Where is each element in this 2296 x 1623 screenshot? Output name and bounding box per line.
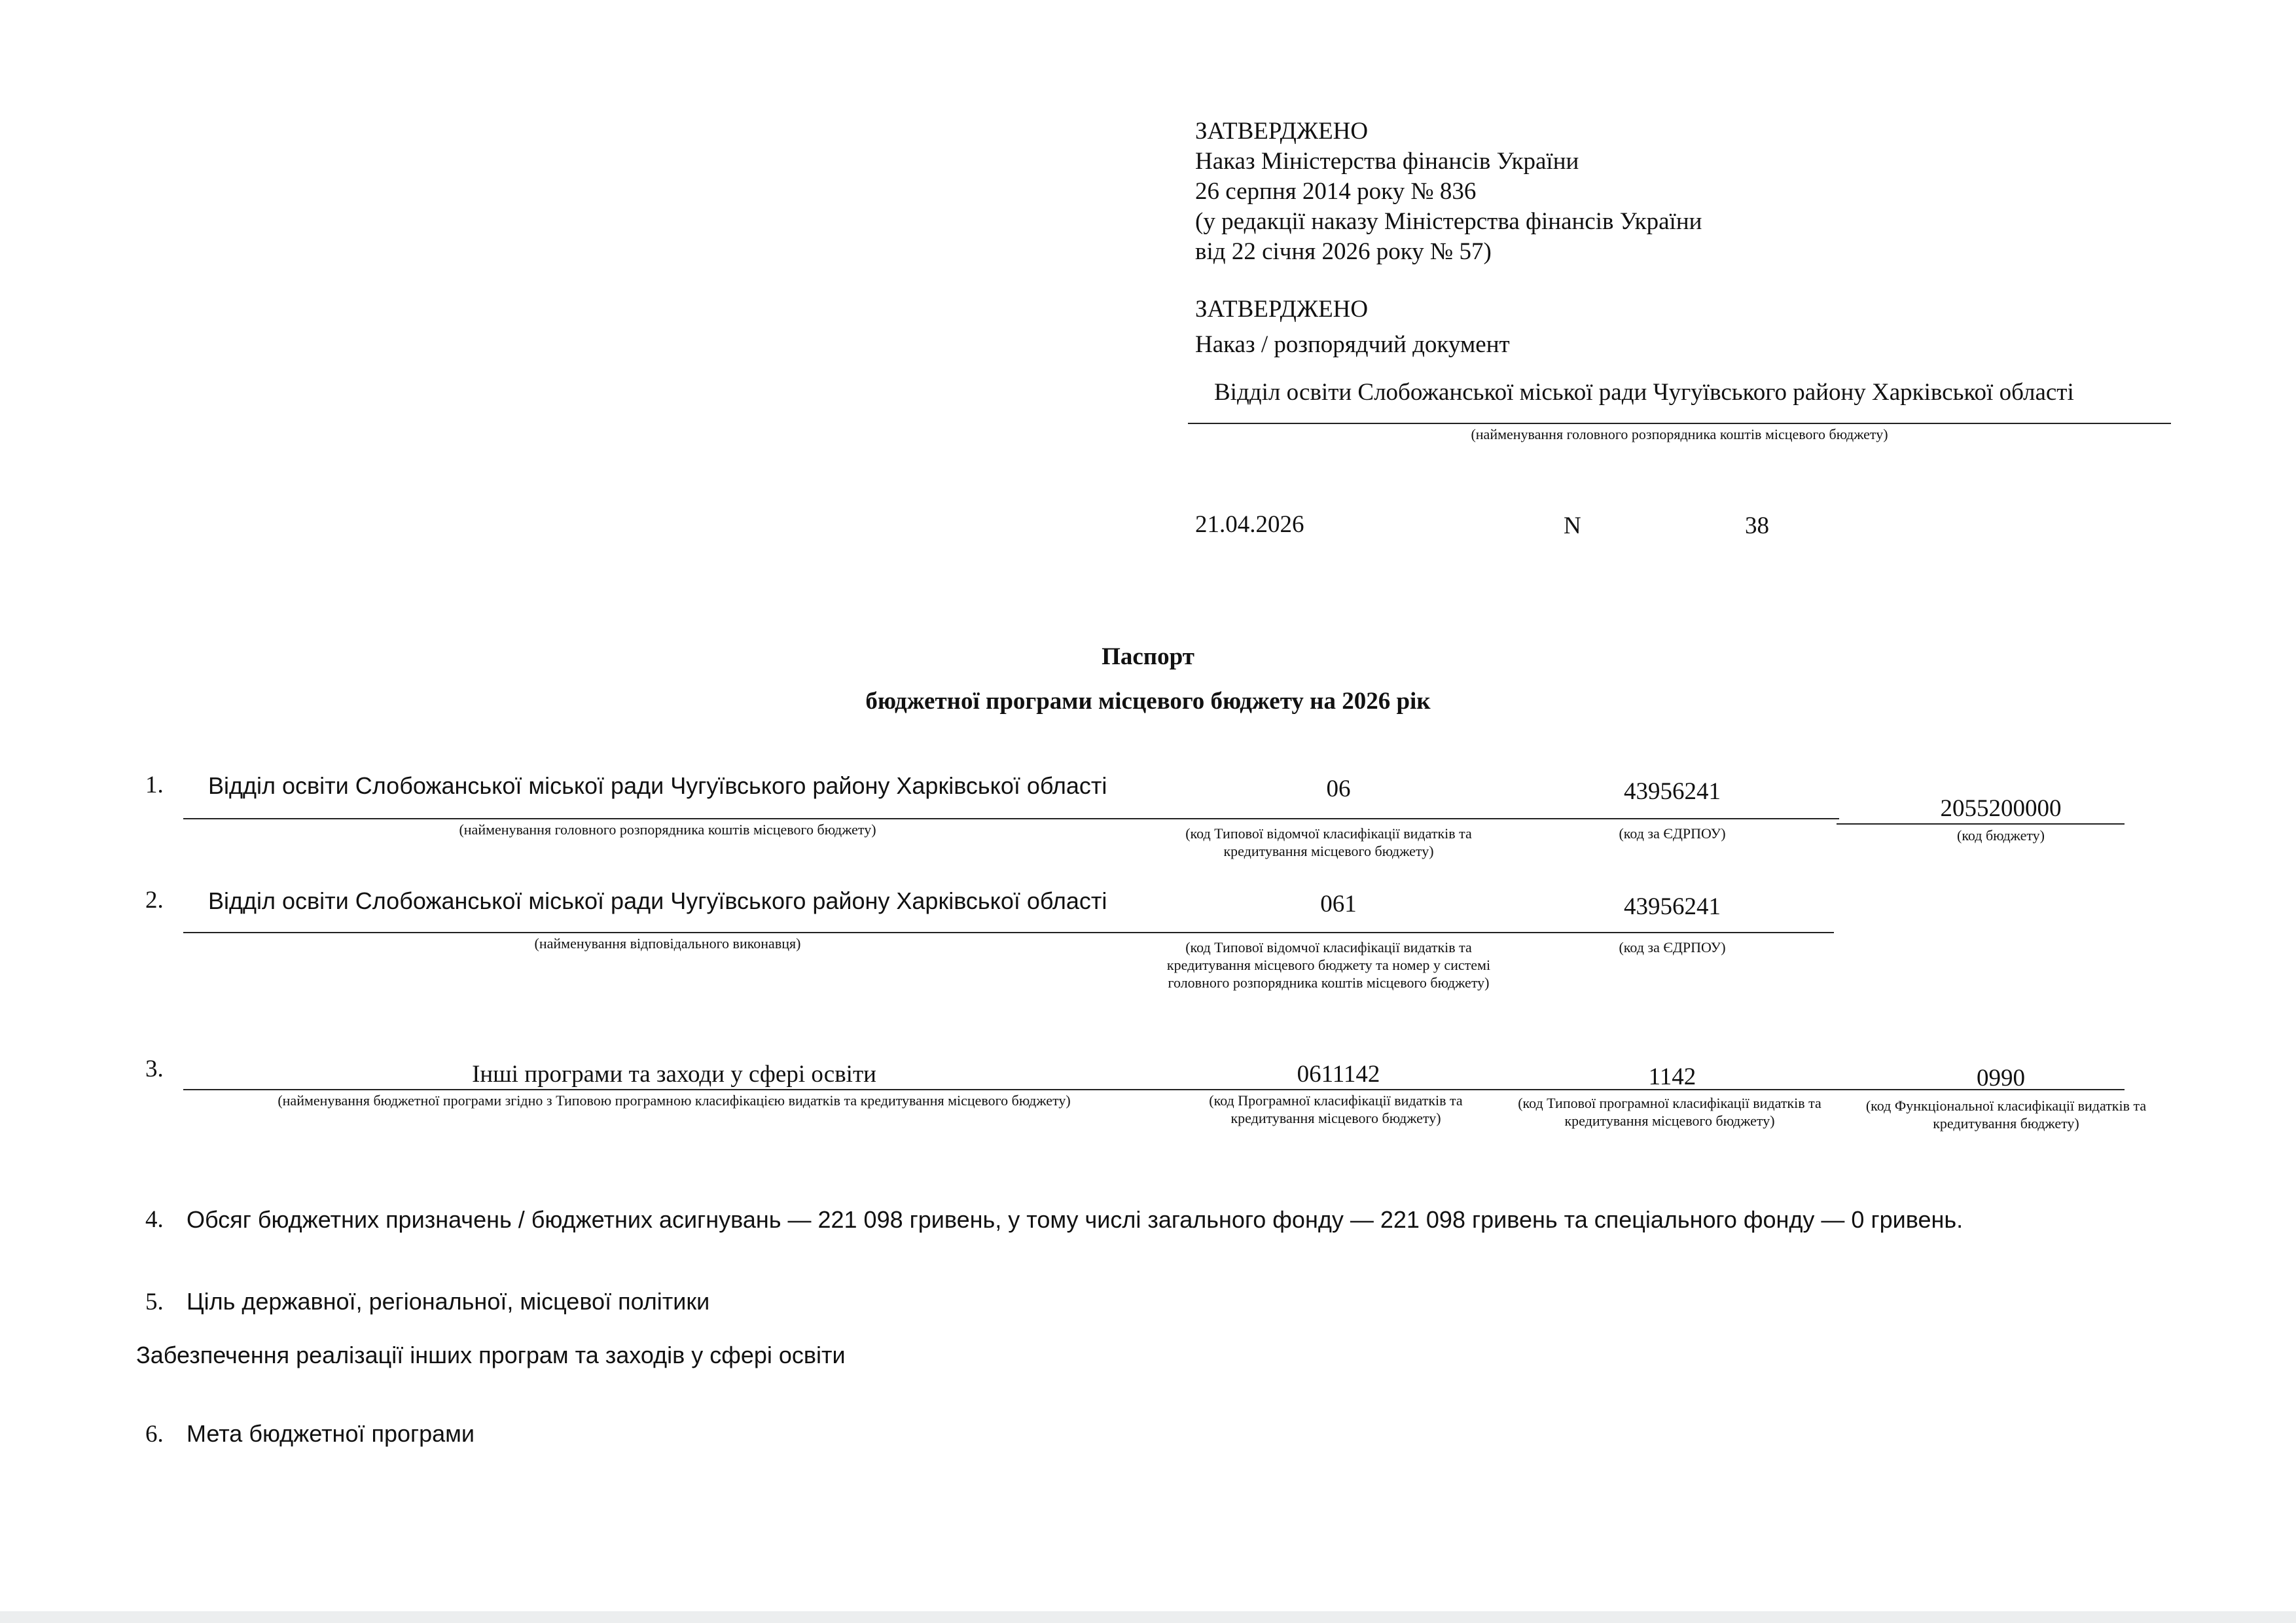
item-4-budget-volume: Обсяг бюджетних призначень / бюджетних асигнувань — 221 098 гривень, у тому числі загального фонду — 221 098 гривень та спеціального фонду — 0 гривень.: [187, 1206, 1964, 1233]
item-4-number: 4.: [145, 1206, 164, 1233]
approval-order-name: Наказ Міністерства фінансів України: [1195, 148, 1579, 175]
approval-stamp-label-2: ЗАТВЕРДЖЕНО: [1195, 296, 1369, 323]
approval-org-caption: (найменування головного розпорядника коштів місцевого бюджету): [1471, 426, 1888, 442]
item-2-edrpou: 43956241: [1624, 893, 1721, 920]
item-3-functional-code: 0990: [1977, 1065, 2025, 1092]
item-3-typical-code: 1142: [1648, 1063, 1696, 1090]
approval-block-ministry: [1195, 116, 1702, 267]
item-3-typical-code-caption: (код Типової програмної класифікації видатків та кредитування місцевого бюджету): [1518, 1095, 1821, 1129]
order-date: 21.04.2026: [1195, 511, 1304, 538]
approval-block-local: [1195, 294, 1510, 360]
item-3-functional-code-caption: (код Функціональної класифікації видатків та кредитування бюджету): [1865, 1097, 2147, 1132]
item-1-budget-code: 2055200000: [1940, 795, 2062, 822]
item-5-policy-goal: Забезпечення реалізації інших програм та заходів у сфері освіти: [136, 1342, 846, 1368]
item-2-name-caption: (найменування відповідального виконавця): [534, 935, 801, 952]
item-3-underline: [183, 1089, 2125, 1090]
item-1-name-caption: (найменування головного розпорядника коштів місцевого бюджету): [459, 821, 876, 838]
item-2-underline: [183, 932, 1834, 933]
approval-org-underline: [1188, 423, 2171, 424]
document-title: Паспорт: [1102, 643, 1194, 670]
order-number-label: N: [1564, 512, 1581, 539]
item-3-number: 3.: [145, 1056, 164, 1082]
item-2-number: 2.: [145, 887, 164, 914]
item-1-number: 1.: [145, 772, 164, 798]
approval-document-type: Наказ / розпорядчий документ: [1195, 331, 1510, 358]
item-6-label: Мета бюджетної програми: [187, 1420, 475, 1447]
item-1-budget-caption: (код бюджету): [1957, 827, 2045, 844]
item-1-budget-underline: [1837, 823, 2125, 825]
item-1-department-code: 06: [1326, 776, 1351, 802]
document-subtitle: бюджетної програми місцевого бюджету на 2026 рік: [865, 688, 1431, 715]
item-2-code-caption: (код Типової відомчої класифікації видатків та кредитування місцевого бюджету та номер у системі головного розпорядника коштів місцевого бюджету): [1166, 939, 1491, 991]
approval-stamp-label: ЗАТВЕРДЖЕНО: [1195, 118, 1369, 145]
order-number: 38: [1745, 512, 1769, 539]
item-5-label: Ціль державної, регіональної, місцевої політики: [187, 1288, 710, 1315]
approval-revision-line: (у редакції наказу Міністерства фінансів України: [1195, 208, 1702, 235]
item-2-executor-name: Відділ освіти Слобожанської міської ради Чугуївського району Харківської області: [208, 887, 1107, 914]
item-3-program-code: 0611142: [1297, 1061, 1380, 1088]
item-6-number: 6.: [145, 1421, 164, 1448]
item-1-underline: [183, 818, 1839, 819]
item-1-manager-name: Відділ освіти Слобожанської міської ради Чугуївського району Харківської області: [208, 772, 1107, 799]
approval-order-date: 26 серпня 2014 року № 836: [1195, 178, 1477, 205]
item-1-edrpou-caption: (код за ЄДРПОУ): [1619, 825, 1726, 842]
item-3-name-caption: (найменування бюджетної програми згідно з Типовою програмною класифікацією видатків та кредитування місцевого бюджету): [278, 1092, 1071, 1109]
page-bottom-edge: [0, 1611, 2296, 1623]
item-3-program-name: Інші програми та заходи у сфері освіти: [472, 1061, 876, 1088]
item-1-code-caption: (код Типової відомчої класифікації видатків та кредитування місцевого бюджету): [1185, 825, 1472, 859]
item-3-program-code-caption: (код Програмної класифікації видатків та кредитування місцевого бюджету): [1209, 1092, 1463, 1126]
item-5-number: 5.: [145, 1289, 164, 1315]
item-2-edrpou-caption: (код за ЄДРПОУ): [1619, 939, 1726, 955]
item-1-edrpou: 43956241: [1624, 778, 1721, 805]
approval-revision-date: від 22 січня 2026 року № 57): [1195, 238, 1492, 265]
item-2-department-code: 061: [1320, 891, 1357, 918]
approval-org-name: Відділ освіти Слобожанської міської ради Чугуївського району Харківської області: [1214, 379, 2074, 406]
